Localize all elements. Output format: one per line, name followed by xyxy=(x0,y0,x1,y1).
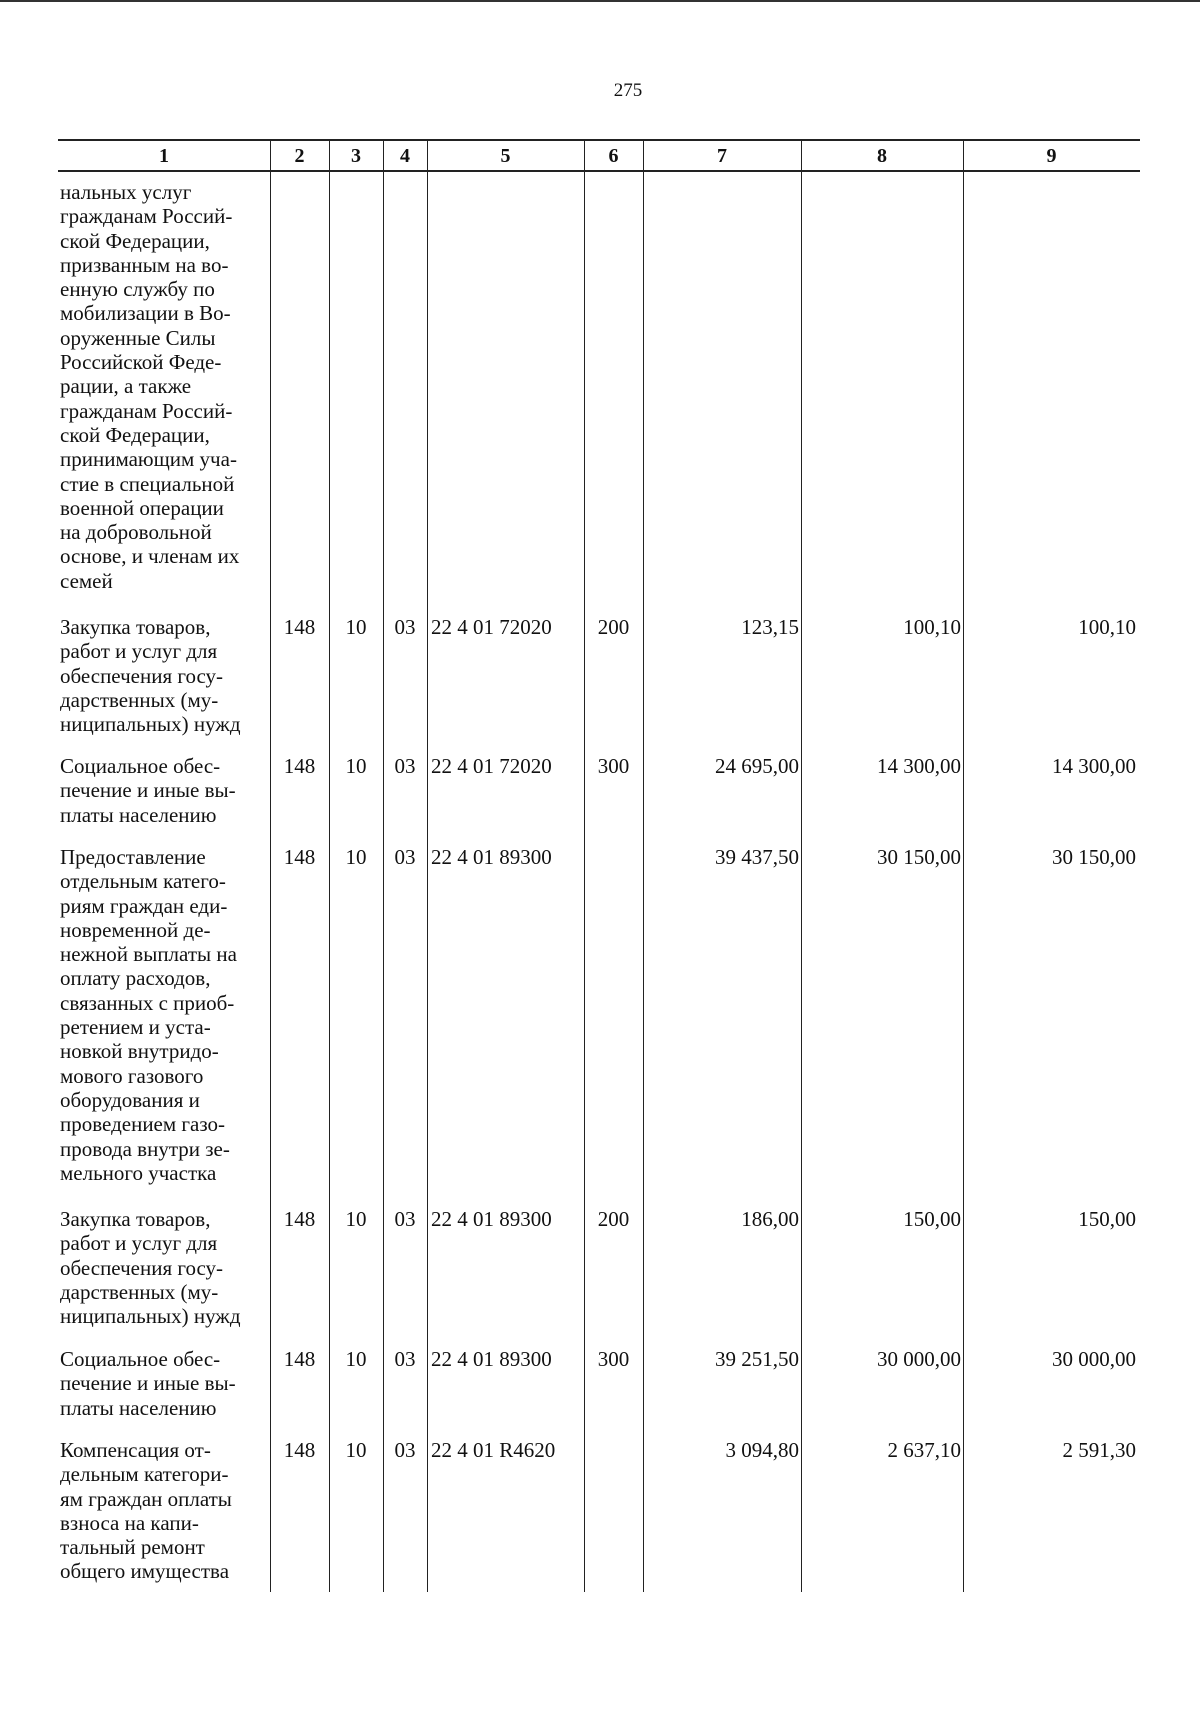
row-description: Закупка товаров, работ и услуг для обеспечения госу- дарственных (му- ниципальных) нужд xyxy=(60,615,241,737)
cell-col-2: 148 xyxy=(283,1347,316,1371)
cell-col-3: 10 xyxy=(345,615,367,639)
row-description: Компенсация от- дельным категори- ям граждан оплаты взноса на капи- тальный ремонт общего имущества xyxy=(60,1438,232,1584)
row-description: нальных услуг гражданам Россий- ской Федерации, призванным на во- енную службу по мобилизации в Во- оруженные Силы Российской Феде- рации, а также гражданам Россий- ской Федерации, принимающим уча- стие в специальной военной операции на добровольной основе, и членам их семей xyxy=(60,180,240,593)
row-description: Предоставление отдельным катего- риям граждан еди- новременной де- нежной выплаты на оплату расходов, связанных с приоб- ретением и уста- новкой внутридо- мового газового оборудования и проведением газо- провода внутри зе- мельного участка xyxy=(60,845,237,1185)
cell-col-3: 10 xyxy=(345,845,367,869)
cell-col-7: 39 437,50 xyxy=(715,845,799,869)
cell-col-8: 100,10 xyxy=(903,615,961,639)
cell-col-6: 300 xyxy=(597,1347,630,1371)
cell-col-9: 100,10 xyxy=(1078,615,1136,639)
cell-col-5: 22 4 01 72020 xyxy=(431,754,552,778)
header-col-6: 6 xyxy=(608,145,619,167)
cell-col-8: 30 000,00 xyxy=(877,1347,961,1371)
header-col-7: 7 xyxy=(717,145,727,167)
cell-col-4: 03 xyxy=(394,1207,416,1231)
header-col-8: 8 xyxy=(877,145,887,167)
cell-col-7: 123,15 xyxy=(741,615,799,639)
cell-col-8: 30 150,00 xyxy=(877,845,961,869)
cell-col-3: 10 xyxy=(345,1207,367,1231)
cell-col-9: 2 591,30 xyxy=(1062,1438,1136,1462)
cell-col-6: 200 xyxy=(597,1207,630,1231)
cell-col-7: 186,00 xyxy=(741,1207,799,1231)
header-col-9: 9 xyxy=(1046,145,1057,167)
cell-col-3: 10 xyxy=(345,1438,367,1462)
table-top-border xyxy=(58,139,1140,141)
cell-col-5: 22 4 01 89300 xyxy=(431,1347,552,1371)
cell-col-2: 148 xyxy=(283,845,316,869)
cell-col-9: 150,00 xyxy=(1078,1207,1136,1231)
cell-col-4: 03 xyxy=(394,754,416,778)
header-col-5: 5 xyxy=(500,145,511,167)
header-col-4: 4 xyxy=(400,145,410,167)
cell-col-6: 200 xyxy=(597,615,630,639)
cell-col-8: 14 300,00 xyxy=(877,754,961,778)
cell-col-3: 10 xyxy=(345,1347,367,1371)
cell-col-5: 22 4 01 R4620 xyxy=(431,1438,556,1462)
cell-col-7: 3 094,80 xyxy=(725,1438,799,1462)
cell-col-2: 148 xyxy=(283,1207,316,1231)
cell-col-3: 10 xyxy=(345,754,367,778)
scan-edge xyxy=(0,0,1200,2)
column-divider xyxy=(584,140,585,1592)
cell-col-9: 30 000,00 xyxy=(1052,1347,1136,1371)
cell-col-7: 24 695,00 xyxy=(715,754,799,778)
cell-col-4: 03 xyxy=(394,615,416,639)
cell-col-2: 148 xyxy=(283,754,316,778)
header-col-3: 3 xyxy=(351,145,361,167)
header-col-1: 1 xyxy=(159,145,169,167)
cell-col-7: 39 251,50 xyxy=(715,1347,799,1371)
column-divider xyxy=(427,140,428,1592)
row-description: Социальное обес- печение и иные вы- платы населению xyxy=(60,1347,236,1420)
cell-col-9: 30 150,00 xyxy=(1052,845,1136,869)
cell-col-5: 22 4 01 72020 xyxy=(431,615,552,639)
header-col-2: 2 xyxy=(294,145,305,167)
cell-col-4: 03 xyxy=(394,1347,416,1371)
cell-col-8: 150,00 xyxy=(903,1207,961,1231)
cell-col-4: 03 xyxy=(394,1438,416,1462)
cell-col-5: 22 4 01 89300 xyxy=(431,845,552,869)
cell-col-6: 300 xyxy=(597,754,630,778)
cell-col-8: 2 637,10 xyxy=(887,1438,961,1462)
cell-col-2: 148 xyxy=(283,615,316,639)
page-number: 275 xyxy=(613,80,643,101)
cell-col-9: 14 300,00 xyxy=(1052,754,1136,778)
cell-col-2: 148 xyxy=(283,1438,316,1462)
cell-col-4: 03 xyxy=(394,845,416,869)
row-description: Закупка товаров, работ и услуг для обеспечения госу- дарственных (му- ниципальных) нужд xyxy=(60,1207,241,1329)
row-description: Социальное обес- печение и иные вы- платы населению xyxy=(60,754,236,827)
cell-col-5: 22 4 01 89300 xyxy=(431,1207,552,1231)
header-bottom-border xyxy=(58,170,1140,172)
